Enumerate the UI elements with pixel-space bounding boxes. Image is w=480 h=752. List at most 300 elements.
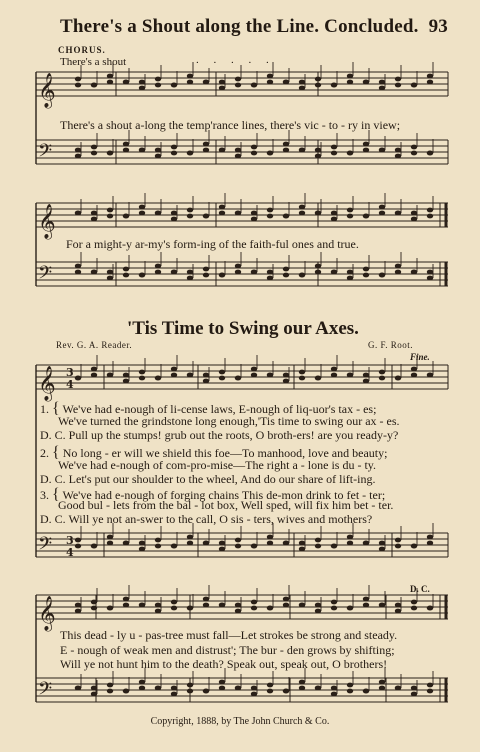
- note-head: [395, 264, 401, 269]
- note-head: [395, 211, 401, 216]
- note-head: [235, 264, 241, 269]
- staff-lines-2a: [36, 203, 448, 227]
- note-head: [91, 367, 97, 372]
- note-head: [219, 148, 225, 153]
- note-head: [411, 83, 417, 88]
- song2-title: 'Tis Time to Swing our Axes.: [127, 318, 359, 339]
- note-head: [427, 606, 433, 611]
- note-head: [315, 154, 321, 159]
- svg-text:𝄞: 𝄞: [38, 366, 56, 401]
- note-head: [219, 547, 225, 552]
- note-head: [91, 217, 97, 222]
- music-credit: G. F. Root.: [368, 340, 414, 350]
- note-head: [299, 680, 305, 685]
- note-head: [331, 600, 337, 605]
- note-head: [379, 148, 385, 153]
- note-head: [203, 80, 209, 85]
- chorus-cue-words: There's a shout: [60, 56, 127, 68]
- note-head: [123, 80, 129, 85]
- note-head: [379, 686, 385, 691]
- chorus-cue-dots: . . . . .: [196, 54, 275, 66]
- note-head: [427, 214, 433, 219]
- note-head: [107, 541, 113, 546]
- note-head: [187, 276, 193, 281]
- note-head: [123, 373, 129, 378]
- note-head: [347, 535, 353, 540]
- note-head: [427, 151, 433, 156]
- note-head: [331, 151, 337, 156]
- note-head: [283, 541, 289, 546]
- note-head: [155, 148, 161, 153]
- note-head: [331, 211, 337, 216]
- verse-2-line-b: We've had e-nough of com-pro-mise—The right a - lone is du - ty.: [58, 458, 376, 472]
- note-head: [75, 264, 81, 269]
- note-head: [187, 80, 193, 85]
- note-head: [75, 211, 81, 216]
- note-head: [75, 544, 81, 549]
- note-head: [299, 547, 305, 552]
- note-head: [395, 538, 401, 543]
- note-head: [283, 273, 289, 278]
- note-head: [395, 77, 401, 82]
- note-head: [107, 74, 113, 79]
- note-head: [395, 609, 401, 614]
- note-head: [203, 273, 209, 278]
- svg-text:4: 4: [66, 546, 74, 559]
- note-head: [155, 264, 161, 269]
- words-credit: Rev. G. A. Reader.: [56, 340, 133, 350]
- note-head: [171, 145, 177, 150]
- note-head: [187, 683, 193, 688]
- note-head: [299, 205, 305, 210]
- note-head: [331, 606, 337, 611]
- note-head: [363, 273, 369, 278]
- note-head: [251, 600, 257, 605]
- note-head: [267, 74, 273, 79]
- note-head: [75, 686, 81, 691]
- note-head: [235, 83, 241, 88]
- note-head: [203, 142, 209, 147]
- note-head: [411, 217, 417, 222]
- note-head: [267, 151, 273, 156]
- note-head: [379, 80, 385, 85]
- note-head: [107, 151, 113, 156]
- note-head: [219, 273, 225, 278]
- note-head: [203, 148, 209, 153]
- fine-marking: Fine.: [410, 352, 430, 362]
- note-head: [123, 689, 129, 694]
- note-head: [283, 142, 289, 147]
- note-head: [107, 208, 113, 213]
- note-head: [331, 217, 337, 222]
- note-head: [187, 270, 193, 275]
- verse-3-line-a: 3. { We've had e-nough of forging chains This de-mon drink to fet - ter;: [40, 486, 386, 503]
- note-head: [219, 205, 225, 210]
- note-head: [347, 80, 353, 85]
- copyright-notice: Copyright, 1888, by The John Church & Co.: [150, 716, 330, 727]
- note-head: [299, 541, 305, 546]
- note-head: [139, 547, 145, 552]
- verse-2-line-a: 2. { No long - er will we shield this foe—To manhood, love and beauty;: [40, 444, 388, 461]
- svg-text:𝄞: 𝄞: [38, 596, 56, 631]
- note-head: [155, 544, 161, 549]
- note-head: [139, 86, 145, 91]
- note-head: [91, 686, 97, 691]
- note-head: [283, 373, 289, 378]
- note-head: [427, 276, 433, 281]
- note-head: [411, 692, 417, 697]
- note-head: [235, 154, 241, 159]
- note-head: [315, 376, 321, 381]
- note-head: [123, 142, 129, 147]
- note-head: [219, 680, 225, 685]
- note-head: [411, 373, 417, 378]
- note-head: [427, 208, 433, 213]
- note-head: [299, 80, 305, 85]
- note-head: [299, 273, 305, 278]
- note-head: [395, 686, 401, 691]
- note-head: [235, 609, 241, 614]
- note-head: [155, 376, 161, 381]
- note-head: [251, 686, 257, 691]
- note-head: [187, 74, 193, 79]
- note-head: [139, 211, 145, 216]
- refrain-line-3: Will ye not hunt him to the death? Speak out, speak out, O brothers!: [60, 657, 388, 671]
- note-head: [315, 83, 321, 88]
- note-head: [395, 544, 401, 549]
- note-head: [155, 603, 161, 608]
- staff-lines-1a: [36, 72, 448, 96]
- svg-text:𝄢: 𝄢: [38, 141, 53, 166]
- note-head: [91, 211, 97, 216]
- note-head: [171, 373, 177, 378]
- note-head: [379, 86, 385, 91]
- note-head: [347, 373, 353, 378]
- refrain-line-2: E - nough of weak men and distrust'; The bur - den grows by shifting;: [60, 643, 395, 657]
- note-head: [427, 373, 433, 378]
- note-head: [139, 370, 145, 375]
- verse-1-dc-line: D. C. Pull up the stumps! grub out the roots, O broth-ers! are you ready-y?: [40, 428, 399, 442]
- note-head: [347, 276, 353, 281]
- note-head: [219, 80, 225, 85]
- verse-3-number: 3.: [40, 488, 49, 502]
- note-head: [219, 86, 225, 91]
- note-head: [347, 683, 353, 688]
- note-head: [395, 83, 401, 88]
- page-number: 93: [428, 16, 448, 37]
- note-head: [91, 606, 97, 611]
- verse-1-line-a: 1. { We've had e-nough of li-cense laws, E-nough of liq-uor's tax - es;: [40, 400, 377, 417]
- note-head: [75, 154, 81, 159]
- note-head: [139, 603, 145, 608]
- note-head: [171, 606, 177, 611]
- svg-text:3: 3: [66, 534, 74, 547]
- note-head: [395, 154, 401, 159]
- note-head: [315, 264, 321, 269]
- staff-lines-2b: [36, 262, 448, 286]
- note-head: [267, 606, 273, 611]
- note-head: [347, 606, 353, 611]
- note-head: [139, 686, 145, 691]
- note-head: [123, 148, 129, 153]
- verse-1-line-b: We've turned the grindstone long enough,'Tis time to swing our ax - es.: [58, 414, 400, 428]
- note-head: [219, 603, 225, 608]
- note-head: [107, 276, 113, 281]
- note-head: [363, 379, 369, 384]
- note-head: [315, 609, 321, 614]
- note-head: [235, 544, 241, 549]
- page-title: There's a Shout along the Line. Concluded.: [60, 16, 419, 37]
- note-head: [267, 276, 273, 281]
- note-head: [219, 211, 225, 216]
- note-head: [91, 544, 97, 549]
- note-head: [123, 273, 129, 278]
- note-head: [107, 689, 113, 694]
- note-head: [427, 80, 433, 85]
- note-head: [171, 686, 177, 691]
- note-head: [187, 689, 193, 694]
- note-head: [187, 151, 193, 156]
- note-head: [299, 370, 305, 375]
- note-head: [379, 205, 385, 210]
- note-head: [139, 541, 145, 546]
- note-head: [315, 148, 321, 153]
- note-head: [123, 603, 129, 608]
- note-head: [363, 373, 369, 378]
- note-head: [347, 541, 353, 546]
- note-head: [379, 376, 385, 381]
- note-head: [171, 270, 177, 275]
- note-head: [107, 535, 113, 540]
- note-head: [187, 535, 193, 540]
- note-head: [251, 211, 257, 216]
- note-head: [267, 214, 273, 219]
- note-head: [235, 686, 241, 691]
- note-head: [347, 689, 353, 694]
- note-head: [315, 544, 321, 549]
- note-head: [315, 270, 321, 275]
- note-head: [235, 77, 241, 82]
- note-head: [171, 83, 177, 88]
- note-head: [75, 609, 81, 614]
- note-head: [91, 600, 97, 605]
- note-head: [427, 689, 433, 694]
- note-head: [219, 541, 225, 546]
- note-head: [379, 273, 385, 278]
- note-head: [315, 538, 321, 543]
- note-head: [251, 145, 257, 150]
- svg-text:𝄢: 𝄢: [38, 679, 53, 704]
- note-head: [235, 376, 241, 381]
- note-head: [267, 689, 273, 694]
- note-head: [139, 273, 145, 278]
- note-head: [203, 541, 209, 546]
- note-head: [347, 208, 353, 213]
- note-head: [427, 535, 433, 540]
- note-head: [363, 142, 369, 147]
- note-head: [139, 205, 145, 210]
- note-head: [347, 214, 353, 219]
- note-head: [379, 680, 385, 685]
- note-head: [267, 80, 273, 85]
- note-head: [251, 692, 257, 697]
- note-head: [91, 151, 97, 156]
- note-head: [299, 376, 305, 381]
- note-head: [363, 80, 369, 85]
- note-head: [315, 211, 321, 216]
- note-head: [331, 686, 337, 691]
- note-head: [411, 270, 417, 275]
- note-head: [155, 211, 161, 216]
- note-head: [427, 74, 433, 79]
- note-head: [267, 541, 273, 546]
- note-head: [171, 367, 177, 372]
- note-head: [251, 217, 257, 222]
- note-head: [411, 600, 417, 605]
- note-head: [379, 547, 385, 552]
- note-head: [251, 151, 257, 156]
- note-head: [379, 211, 385, 216]
- note-head: [395, 148, 401, 153]
- note-head: [187, 373, 193, 378]
- note-head: [363, 148, 369, 153]
- note-head: [171, 151, 177, 156]
- note-head: [219, 686, 225, 691]
- note-head: [171, 600, 177, 605]
- note-head: [107, 80, 113, 85]
- note-head: [379, 541, 385, 546]
- note-head: [283, 379, 289, 384]
- note-head: [155, 686, 161, 691]
- note-head: [75, 148, 81, 153]
- note-head: [171, 211, 177, 216]
- note-head: [395, 376, 401, 381]
- note-head: [331, 145, 337, 150]
- note-head: [203, 689, 209, 694]
- note-head: [107, 214, 113, 219]
- note-head: [299, 148, 305, 153]
- note-head: [379, 370, 385, 375]
- note-head: [251, 373, 257, 378]
- note-head: [155, 609, 161, 614]
- note-head: [139, 680, 145, 685]
- note-head: [107, 270, 113, 275]
- song1-lyric-line-2: For a might-y ar-my's form-ing of the faith-ful ones and true.: [66, 237, 359, 251]
- note-head: [411, 686, 417, 691]
- song1-lyric-line-1: There's a shout a-long the temp'rance lines, there's vic - to - ry in view;: [60, 118, 401, 132]
- note-head: [363, 597, 369, 602]
- note-head: [411, 606, 417, 611]
- note-head: [411, 367, 417, 372]
- staff-lines-3a: [36, 365, 448, 389]
- note-head: [315, 603, 321, 608]
- dc-marking: D. C.: [410, 584, 430, 594]
- note-head: [155, 154, 161, 159]
- note-head: [219, 370, 225, 375]
- note-head: [331, 270, 337, 275]
- note-head: [235, 211, 241, 216]
- note-head: [283, 80, 289, 85]
- note-head: [203, 379, 209, 384]
- note-head: [91, 373, 97, 378]
- note-head: [427, 541, 433, 546]
- note-head: [155, 77, 161, 82]
- verse-1-number: 1.: [40, 402, 49, 416]
- note-head: [187, 606, 193, 611]
- note-head: [299, 603, 305, 608]
- staff-lines-3b: [36, 533, 448, 557]
- note-head: [107, 606, 113, 611]
- note-head: [251, 606, 257, 611]
- svg-text:4: 4: [66, 378, 74, 391]
- note-head: [235, 148, 241, 153]
- note-head: [235, 538, 241, 543]
- note-head: [331, 373, 337, 378]
- note-head: [123, 541, 129, 546]
- note-head: [331, 544, 337, 549]
- note-head: [235, 270, 241, 275]
- note-head: [299, 211, 305, 216]
- note-head: [219, 376, 225, 381]
- note-head: [267, 373, 273, 378]
- note-head: [347, 270, 353, 275]
- note-head: [251, 270, 257, 275]
- note-head: [91, 270, 97, 275]
- verse-3-line-b: Good bul - lets from the bal - lot box, Well sped, will fix him bet - ter.: [58, 498, 394, 512]
- note-head: [267, 535, 273, 540]
- svg-text:𝄢: 𝄢: [38, 534, 53, 559]
- note-head: [315, 686, 321, 691]
- note-head: [91, 145, 97, 150]
- staff-lines-1b: [36, 140, 448, 164]
- svg-text:3: 3: [66, 366, 74, 379]
- note-head: [171, 544, 177, 549]
- note-head: [363, 267, 369, 272]
- svg-text:𝄢: 𝄢: [38, 263, 53, 288]
- note-head: [75, 270, 81, 275]
- note-head: [251, 367, 257, 372]
- chorus-label: CHORUS.: [58, 45, 106, 55]
- note-head: [283, 597, 289, 602]
- svg-text:𝄞: 𝄞: [38, 204, 56, 239]
- note-head: [331, 692, 337, 697]
- note-head: [139, 80, 145, 85]
- note-head: [75, 603, 81, 608]
- note-head: [171, 692, 177, 697]
- note-head: [91, 83, 97, 88]
- note-head: [139, 376, 145, 381]
- note-head: [203, 373, 209, 378]
- note-head: [395, 603, 401, 608]
- note-head: [331, 83, 337, 88]
- note-head: [315, 77, 321, 82]
- note-head: [171, 217, 177, 222]
- note-head: [347, 74, 353, 79]
- svg-text:𝄞: 𝄞: [38, 73, 56, 108]
- note-head: [363, 603, 369, 608]
- note-head: [411, 145, 417, 150]
- note-head: [203, 603, 209, 608]
- note-head: [283, 689, 289, 694]
- note-head: [283, 148, 289, 153]
- note-head: [427, 270, 433, 275]
- note-head: [75, 538, 81, 543]
- note-head: [299, 686, 305, 691]
- note-head: [155, 538, 161, 543]
- note-head: [203, 597, 209, 602]
- note-head: [363, 214, 369, 219]
- note-head: [187, 541, 193, 546]
